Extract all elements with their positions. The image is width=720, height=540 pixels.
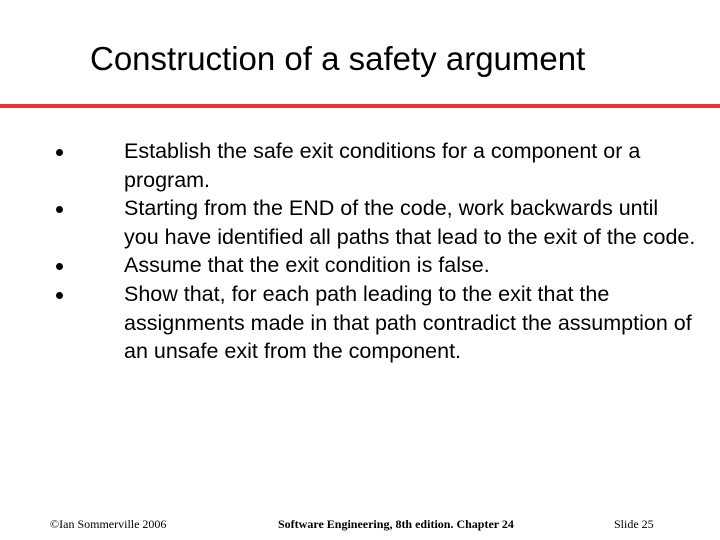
bullet-dot-icon	[56, 149, 63, 156]
bullet-list	[56, 137, 696, 366]
bullet-item	[56, 137, 696, 194]
bullet-text: Show that, for each path leading to the exit that the assignments made in that path contradict the assumption of an unsafe exit from the component.	[124, 281, 692, 364]
bullet-text: Assume that the exit condition is false.	[124, 253, 490, 278]
bullet-item	[56, 280, 696, 366]
bullet-item	[56, 194, 696, 251]
bullet-text: Establish the safe exit conditions for a component or a program.	[124, 139, 641, 192]
bullet-dot-icon	[56, 206, 63, 213]
footer-slide-number: Slide 25	[614, 517, 654, 531]
title-divider	[0, 104, 720, 108]
footer-copyright: ©Ian Sommerville 2006	[50, 517, 167, 531]
bullet-dot-icon	[56, 263, 63, 270]
footer-book-title: Software Engineering, 8th edition. Chapter 24	[278, 517, 514, 531]
slide-title: Construction of a safety argument	[90, 40, 586, 77]
bullet-text: Starting from the END of the code, work backwards until you have identified all paths that lead to the exit of the code.	[124, 196, 696, 249]
bullet-item	[56, 251, 696, 280]
bullet-dot-icon	[56, 292, 63, 299]
